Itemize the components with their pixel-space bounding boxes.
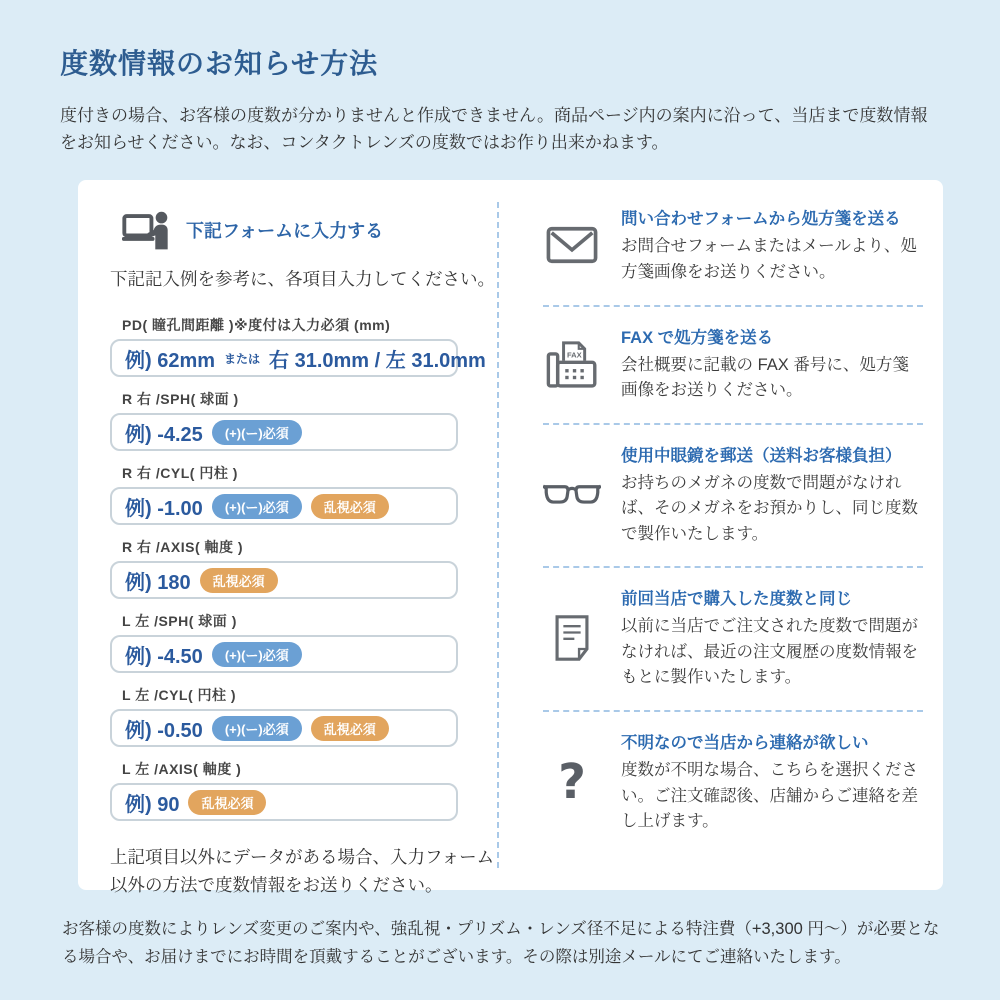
field-label: R 右 /AXIS( 軸度 ) bbox=[122, 539, 244, 556]
form-section-heading: 下記フォームに入力する bbox=[186, 221, 384, 242]
method-text bbox=[621, 442, 923, 548]
envelope-icon bbox=[543, 225, 601, 265]
form-field bbox=[100, 315, 497, 377]
example-value: または bbox=[224, 351, 261, 366]
example-input-box bbox=[110, 487, 458, 525]
form-note: 上記項目以外にデータがある場合、入力フォーム以外の方法で度数情報をお送りください。 bbox=[110, 847, 495, 896]
example-value: 例) -1.00 bbox=[125, 497, 203, 520]
method-text bbox=[621, 585, 923, 691]
method-body: お問合せフォームまたはメールより、処方箋画像をお送りください。 bbox=[621, 237, 917, 281]
form-field bbox=[100, 685, 497, 747]
fax-icon bbox=[543, 338, 601, 390]
field-label: R 右 /CYL( 円柱 ) bbox=[122, 465, 238, 482]
example-input-box bbox=[110, 783, 458, 821]
form-fields bbox=[100, 315, 497, 821]
example-value: 例) 180 bbox=[125, 571, 191, 594]
alternative-methods-list bbox=[499, 180, 943, 890]
question-icon: ? bbox=[558, 753, 586, 810]
field-label: L 左 /SPH( 球面 ) bbox=[122, 613, 237, 630]
method-heading: 使用中眼鏡を郵送（送料お客様負担） bbox=[621, 446, 902, 465]
badge-astigmatism-required: 乱視必須 bbox=[311, 494, 389, 519]
field-label: L 左 /AXIS( 軸度 ) bbox=[122, 761, 242, 778]
badge-sign-required: (+)(ー)必須 bbox=[212, 420, 302, 445]
example-input-box bbox=[110, 413, 458, 451]
badge-sign-required: (+)(ー)必須 bbox=[212, 642, 302, 667]
svg-text:FAX: FAX bbox=[566, 349, 582, 359]
example-value: 例) 90 bbox=[125, 793, 180, 816]
document-icon bbox=[543, 613, 601, 663]
field-label: R 右 /SPH( 球面 ) bbox=[122, 391, 239, 408]
method-item bbox=[543, 305, 923, 423]
method-heading: FAX で処方箋を送る bbox=[621, 328, 774, 347]
badge-sign-required: (+)(ー)必須 bbox=[212, 716, 302, 741]
method-heading: 前回当店で購入した度数と同じ bbox=[621, 590, 852, 609]
person-at-screen-icon bbox=[122, 210, 170, 250]
method-text bbox=[621, 324, 923, 404]
example-input-box bbox=[110, 635, 458, 673]
badge-astigmatism-required: 乱視必須 bbox=[188, 790, 266, 815]
example-input-box bbox=[110, 339, 486, 377]
field-label: PD( 瞳孔間距離 )※度付は入力必須 (mm) bbox=[122, 317, 391, 334]
form-field bbox=[100, 611, 497, 673]
form-field bbox=[100, 759, 497, 821]
example-value: 例) -0.50 bbox=[125, 719, 203, 742]
page-title: 度数情報のお知らせ方法 bbox=[60, 48, 379, 79]
method-item bbox=[543, 710, 923, 854]
method-heading: 不明なので当店から連絡が欲しい bbox=[621, 734, 869, 752]
method-item bbox=[543, 423, 923, 567]
form-field bbox=[100, 389, 497, 451]
form-section-header bbox=[122, 210, 497, 250]
form-field bbox=[100, 537, 497, 599]
form-instruction: 下記記入例を参考に、各項目入力してください。 bbox=[110, 269, 495, 290]
method-text bbox=[621, 729, 923, 835]
method-text bbox=[621, 205, 923, 285]
example-value: 例) -4.50 bbox=[125, 645, 203, 668]
example-input-box bbox=[110, 561, 458, 599]
example-value: 右 31.0mm / 左 31.0mm bbox=[269, 349, 486, 372]
field-label: L 左 /CYL( 円柱 ) bbox=[122, 687, 237, 704]
method-body: 以前に当店でご注文された度数で問題がなければ、最近の注文履歴の度数情報をもとに製作いたします。 bbox=[621, 617, 918, 687]
method-item bbox=[543, 566, 923, 710]
example-value: 例) -4.25 bbox=[125, 423, 203, 446]
badge-astigmatism-required: 乱視必須 bbox=[200, 568, 278, 593]
method-heading: 問い合わせフォームから処方箋を送る bbox=[621, 210, 901, 229]
example-input-box bbox=[110, 709, 458, 747]
prescription-info-card bbox=[78, 180, 943, 896]
footer-note: お客様の度数によりレンズ変更のご案内や、強乱視・プリズム・レンズ径不足による特注費（+3,300 円～）が必要となる場合や、お届けまでにお時間を頂戴することがございます。その際は別途メールにてご連絡いたします。 bbox=[62, 920, 940, 966]
method-item bbox=[543, 188, 923, 304]
example-value: 例) 62mm bbox=[125, 349, 216, 372]
form-field bbox=[100, 463, 497, 525]
badge-astigmatism-required: 乱視必須 bbox=[311, 716, 389, 741]
method-body: 度数が不明な場合、こちらを選択ください。ご注文確認後、店舗からご連絡を差し上げます。 bbox=[621, 761, 918, 831]
method-body: お持ちのメガネの度数で問題がなければ、そのメガネをお預かりし、同じ度数で製作いたします。 bbox=[621, 473, 918, 543]
intro-text: 度付きの場合、お客様の度数が分かりませんと作成できません。商品ページ内の案内に沿って、当店まで度数情報をお知らせください。なお、コンタクトレンズの度数ではお作り出来かねます。 bbox=[60, 106, 928, 153]
badge-sign-required: (+)(ー)必須 bbox=[212, 494, 302, 519]
glasses-icon bbox=[543, 481, 601, 507]
method-body: 会社概要に記載の FAX 番号に、処方箋画像をお送りください。 bbox=[621, 355, 909, 400]
form-section bbox=[78, 180, 497, 896]
